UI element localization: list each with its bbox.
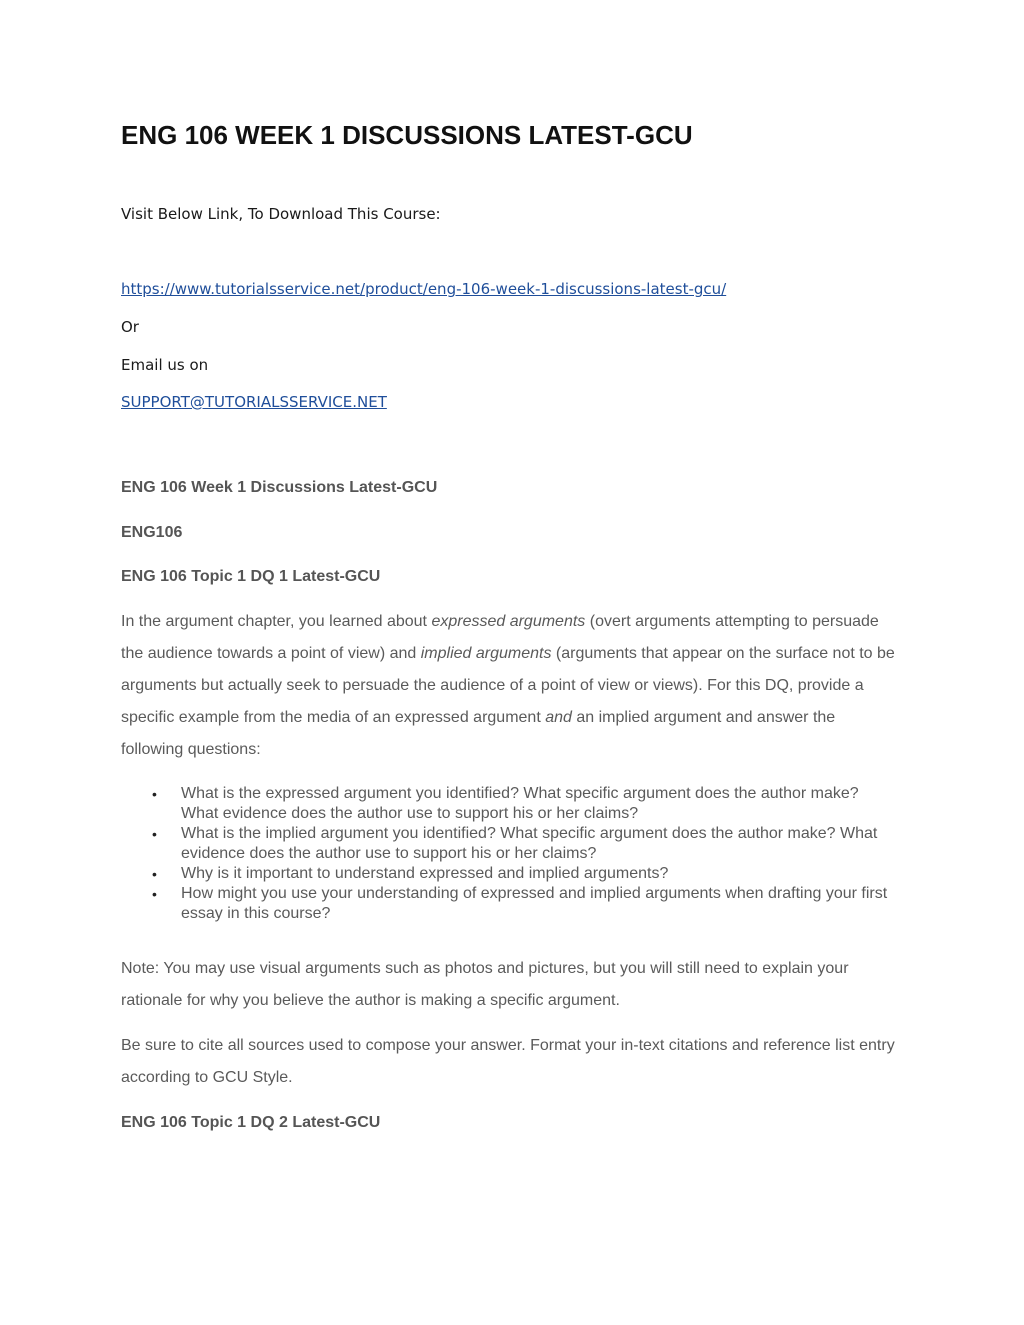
- bullet-icon: •: [152, 826, 157, 842]
- bullet-icon: •: [152, 786, 157, 802]
- intro-text-4: an implied argument and answer the following questions:: [121, 709, 836, 758]
- intro-paragraph: [121, 606, 896, 766]
- list-item-text: How might you use your understanding of expressed and implied arguments when drafting your first essay in this course?: [181, 885, 888, 922]
- email-link-line: [121, 391, 387, 413]
- bullet-icon: •: [152, 886, 157, 902]
- subtitle: ENG 106 Week 1 Discussions Latest-GCU: [121, 479, 438, 496]
- note-paragraph: Note: You may use visual arguments such as photos and pictures, but you will still need to explain your rationale for why you believe the author is making a specific argument.: [121, 960, 849, 1009]
- list-item-text: What is the expressed argument you identified? What specific argument does the author make? What evidence does the author use to support his or her claims?: [181, 785, 859, 822]
- visit-text: Visit Below Link, To Download This Course:: [121, 205, 441, 223]
- intro-text-2: (overt arguments attempting to persuade the audience towards a point of view) and: [121, 613, 879, 662]
- intro-emphasis-implied: implied arguments: [420, 645, 552, 662]
- topic1-heading: ENG 106 Topic 1 DQ 1 Latest-GCU: [121, 568, 381, 585]
- list-item: [121, 824, 896, 864]
- list-item-text: What is the implied argument you identified? What specific argument does the author make? What evidence does the author use to support his or her claims?: [181, 825, 878, 862]
- intro-emphasis-and: and: [545, 709, 572, 726]
- download-link[interactable]: https://www.tutorialsservice.net/product/eng-106-week-1-discussions-latest-gcu/: [121, 280, 727, 298]
- or-text: Or: [121, 318, 139, 336]
- list-item: [121, 784, 896, 824]
- list-item-text: Why is it important to understand expressed and implied arguments?: [181, 865, 669, 882]
- intro-text-3: (arguments that appear on the surface not to be arguments but actually seek to persuade the audience of a point of view or views). For this DQ, provide a specific example from the media of an expressed argument: [121, 645, 895, 726]
- email-text: Email us on: [121, 356, 209, 374]
- download-link-line: [121, 278, 726, 300]
- email-link[interactable]: SUPPORT@TUTORIALSSERVICE.NET: [121, 393, 387, 411]
- document-title: ENG 106 WEEK 1 DISCUSSIONS LATEST-GCU: [121, 120, 693, 150]
- list-item: [121, 884, 896, 924]
- cite-paragraph: Be sure to cite all sources used to compose your answer. Format your in-text citations and reference list entry according to GCU Style.: [121, 1037, 895, 1086]
- bullet-icon: •: [152, 866, 157, 882]
- topic2-heading: ENG 106 Topic 1 DQ 2 Latest-GCU: [121, 1114, 381, 1131]
- course-code: ENG106: [121, 524, 183, 541]
- intro-text-1: In the argument chapter, you learned about: [121, 613, 432, 630]
- intro-emphasis-expressed: expressed arguments: [431, 613, 586, 630]
- question-list: [121, 784, 896, 924]
- list-item: [121, 864, 896, 884]
